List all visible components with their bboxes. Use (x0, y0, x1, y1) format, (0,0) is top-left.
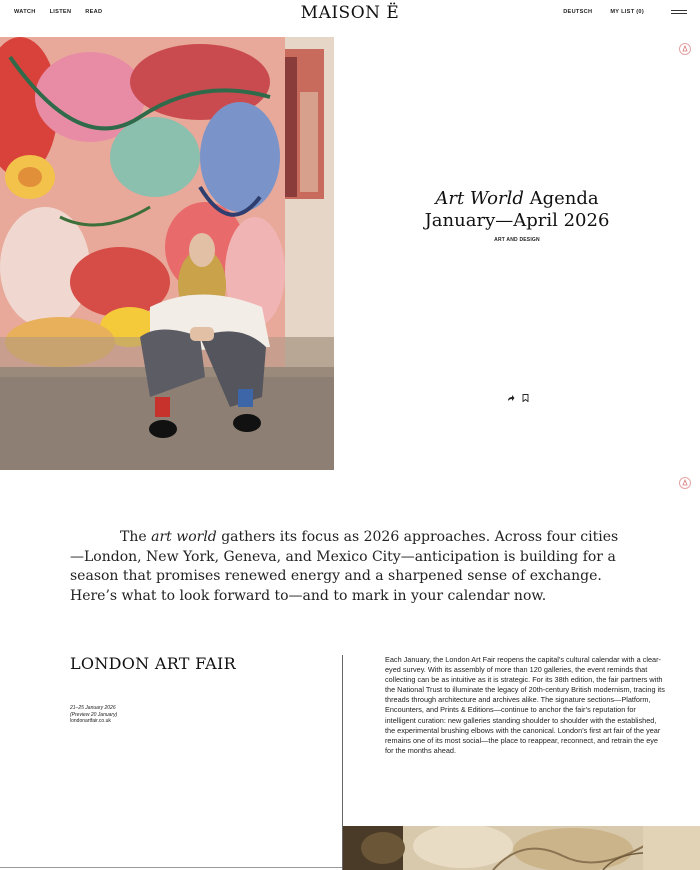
intro-lead: The (120, 529, 152, 545)
event-website[interactable]: londonartfair.co.uk (70, 718, 111, 725)
title-line2: January—April 2026 (424, 210, 610, 231)
pdf-icon[interactable] (679, 477, 691, 489)
event-dates: 21–25 January 2026 (70, 705, 116, 711)
intro-italic: art world (151, 529, 217, 545)
title-rest: Agenda (523, 188, 599, 209)
utility-nav (563, 9, 644, 15)
nav-listen[interactable]: LISTEN (49, 9, 72, 15)
category-label[interactable]: ART AND DESIGN (494, 237, 540, 243)
intro-text: gathers its focus as 2026 approaches. Across four cities—London, New York, Geneva, and Mexico City—anticipation is building for a season that promises renewed energy and a sharpened sense of exchange. Here’s what to look forward to—and to mark in your calendar now. (70, 529, 619, 604)
article-actions (507, 389, 529, 407)
hamburger-icon[interactable] (671, 10, 687, 16)
language-switch[interactable]: DEUTSCH (563, 9, 593, 15)
section-body: Each January, the London Art Fair reopens the capital’s cultural calendar with a clear-eyed survey. With its assembly of more than 120 galleries, the event reminds that collecting can be as intuitive as it is strategic. For its 38th edition, the fair partners with the National Trust to illuminate the legacy of 20th-century British modernism, tracing its threads through architecture and archives alike. The signature sections—Platform, Encounters, and Prints & Editions—continue to anchor the fair’s reputation for intelligent curation: new galleries standing shoulder to shoulder with the established, the experimental brushing elbows with the canonical. London’s first art fair of the year remains one of its most social—the place to reappear, reconnect, and retrain the eye for the months ahead. (385, 655, 665, 755)
site-header (0, 0, 700, 27)
title-italic: Art World (435, 188, 524, 209)
section-title: LONDON ART FAIR (70, 654, 236, 673)
event-preview: (Preview 20 January) (70, 711, 118, 718)
article-title (334, 188, 700, 232)
pdf-icon[interactable] (679, 43, 691, 55)
event-details (70, 705, 117, 725)
hero-image (0, 37, 334, 470)
nav-read[interactable]: READ (85, 9, 103, 15)
section-image (343, 826, 700, 870)
my-list-link[interactable]: MY LIST (0) (610, 9, 644, 15)
nav-watch[interactable]: WATCH (14, 9, 36, 15)
divider-line (0, 867, 342, 868)
share-icon[interactable] (507, 389, 515, 407)
intro-paragraph (70, 528, 630, 606)
bookmark-icon[interactable] (522, 389, 529, 407)
site-logo[interactable]: MAISON Ë (300, 3, 400, 23)
